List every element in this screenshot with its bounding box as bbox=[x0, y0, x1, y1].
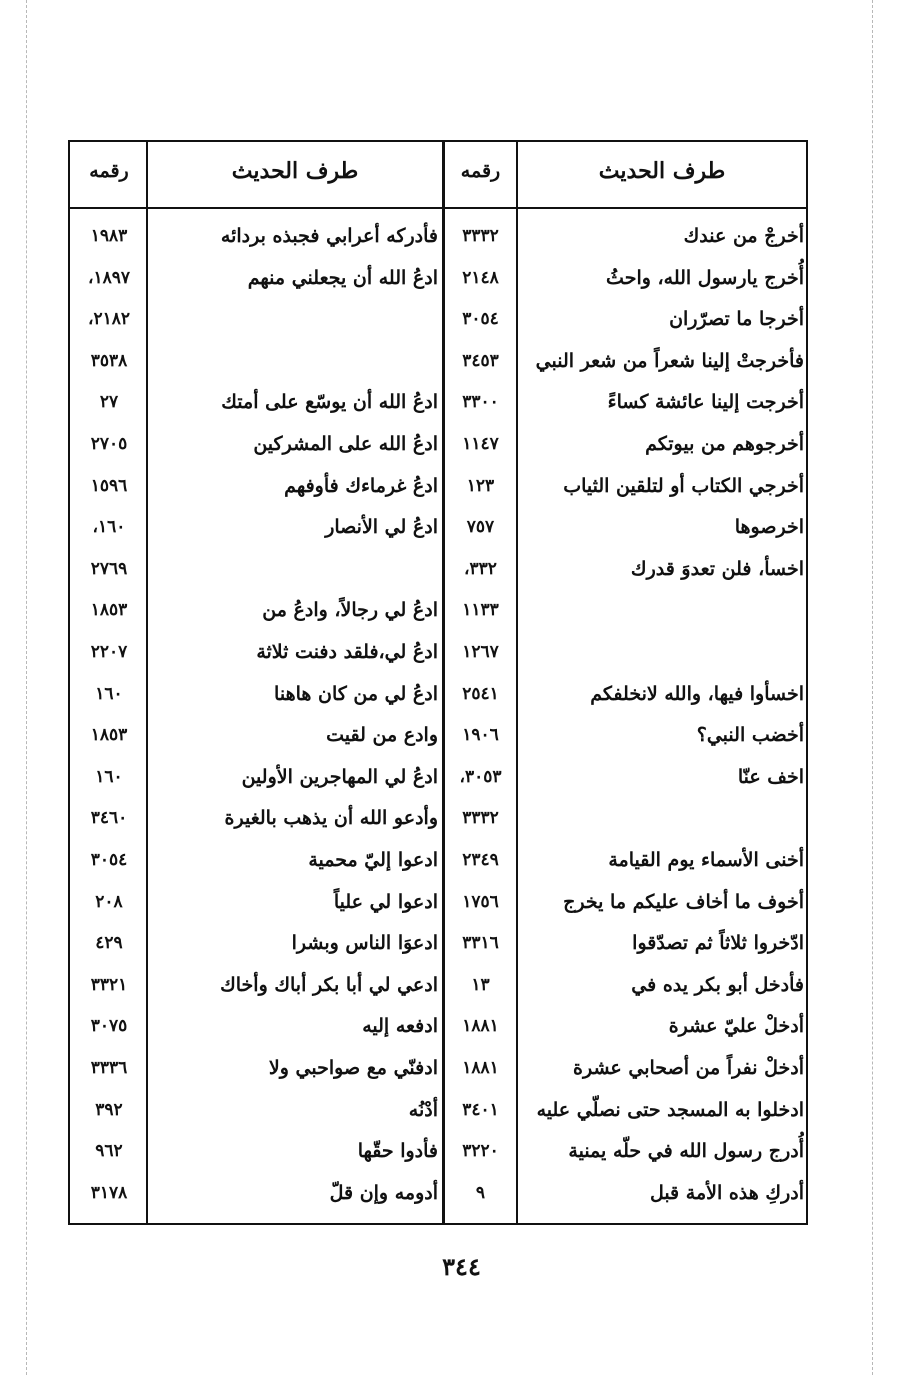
right-num-cell: ١٩٠٦ bbox=[462, 725, 499, 746]
hadith-index-table bbox=[68, 140, 808, 1225]
left-text-cell: ادعُ الله على المشركين bbox=[253, 433, 438, 455]
right-num-cell: ٩ bbox=[475, 1182, 486, 1203]
left-text-cell: ادعي لي أبا بكر أباك وأخاك bbox=[220, 973, 438, 996]
right-num-cell: ١٨٨١ bbox=[462, 1058, 499, 1078]
right-text-cell: أُخرج يارسول الله، واحثُ bbox=[606, 266, 804, 289]
left-num-cell: ١٥٩٦ bbox=[90, 475, 128, 496]
right-num-cell: ١٢٦٧ bbox=[462, 642, 499, 662]
header-right-text: طرف الحديث bbox=[598, 158, 726, 184]
left-num-cell: ،١٦٠ bbox=[92, 517, 126, 538]
left-num-cell: ٣٤٦٠ bbox=[90, 808, 128, 829]
right-num-cell: ٣٣٣٢ bbox=[462, 808, 499, 829]
right-num-cell: ١٣ bbox=[471, 974, 490, 995]
right-text-cell: أدخلْ نفراً من أصحابي عشرة bbox=[573, 1057, 804, 1079]
right-text-cell: أخرجْ من عندك bbox=[683, 225, 804, 247]
right-text-cell bbox=[520, 589, 804, 631]
right-text-cell bbox=[520, 631, 804, 673]
column-divider-right bbox=[516, 142, 518, 1223]
column-divider-left bbox=[146, 142, 148, 1223]
right-text-cell: أخوف ما أخاف عليكم ما يخرج bbox=[563, 890, 804, 913]
left-num-cell: ٣٩٢ bbox=[95, 1099, 123, 1120]
right-text-cell: فأدخل أبو بكر يده في bbox=[631, 973, 804, 996]
left-text-cell: أدومه وإن قلّ bbox=[329, 1181, 438, 1204]
left-text-cell: ادفعه إليه bbox=[362, 1015, 438, 1038]
left-text-cell bbox=[150, 340, 438, 382]
left-num-cell: ٤٢٩ bbox=[95, 933, 123, 954]
header-right-num: رقمه bbox=[460, 160, 501, 182]
left-text-cell: ادعُ الله أن يجعلني منهم bbox=[247, 266, 438, 289]
header-left-num: رقمه bbox=[89, 160, 129, 182]
left-text-cell: أدْنُه bbox=[408, 1098, 438, 1121]
header-divider bbox=[70, 207, 806, 209]
right-num-cell: ٣٢٢٠ bbox=[462, 1141, 499, 1162]
right-num-cell: ٣٣٠٠ bbox=[462, 392, 499, 413]
left-num-cell: ٢٧٠٥ bbox=[90, 434, 128, 454]
right-num-cell: ٣٣١٦ bbox=[462, 933, 499, 954]
right-num-cell: ،٣٠٥٣ bbox=[459, 766, 502, 787]
left-num-cell: ٩٦٢ bbox=[95, 1141, 123, 1162]
left-text-cell: ادعُ لي المهاجرين الأولين bbox=[241, 765, 438, 788]
left-num-cell: ٣٣٣٦ bbox=[90, 1058, 128, 1078]
right-text-cell: أخنى الأسماء يوم القيامة bbox=[608, 849, 804, 871]
right-text-cell: أخرجت إلينا عائشة كساءً bbox=[607, 391, 804, 414]
right-num-cell: ٢١٤٨ bbox=[462, 267, 499, 288]
left-text-cell: فأدوا حقّها bbox=[357, 1140, 438, 1163]
right-text-cell: أخرجوهم من بيوتكم bbox=[645, 433, 804, 455]
right-num-cell: ١١٤٧ bbox=[462, 434, 499, 454]
left-num-cell: ،١٨٩٧ bbox=[87, 267, 131, 288]
right-text-cell: ادّخروا ثلاثاً ثم تصدّقوا bbox=[632, 932, 804, 955]
scan-edge-line-right bbox=[872, 0, 873, 1375]
right-num-cell: ،٣٣٢ bbox=[464, 558, 497, 579]
left-text-cell: وادع من لقيت bbox=[326, 724, 438, 747]
right-num-cell: ٣٤٠١ bbox=[462, 1099, 499, 1120]
right-text-cell: أخضب النبي؟ bbox=[696, 724, 804, 747]
right-num-cell: ١٨٨١ bbox=[462, 1016, 499, 1037]
left-num-cell: ٢٢٠٧ bbox=[90, 642, 128, 662]
left-num-cell: ٢٠٨ bbox=[95, 891, 123, 912]
right-text-cell: أُدرج رسول الله في حلّه يمنية bbox=[568, 1140, 804, 1163]
left-text-cell: ادعُ لي الأنصار bbox=[325, 516, 438, 539]
left-text-cell: ادعوَا الناس وبشرا bbox=[291, 932, 438, 955]
right-num-cell: ٣٣٣٢ bbox=[462, 226, 499, 246]
right-text-cell: أخرجا ما تصرّران bbox=[669, 308, 804, 331]
left-num-cell: ٣١٧٨ bbox=[90, 1182, 128, 1203]
left-num-cell: ١٦٠ bbox=[95, 766, 123, 787]
left-text-cell: ادعُ لي،فلقد دفنت ثلاثة bbox=[256, 641, 438, 663]
left-num-cell: ٣٠٥٤ bbox=[90, 850, 128, 870]
right-num-cell: ٣٤٥٣ bbox=[462, 350, 499, 371]
left-num-cell: ١٩٨٣ bbox=[90, 226, 128, 246]
left-text-cell: ادعُ لي رجالاً، وادعُ من bbox=[262, 599, 438, 622]
right-text-cell: فأخرجتْ إلينا شعراً من شعر النبي bbox=[535, 349, 804, 372]
right-text-cell: اخسأوا فيها، والله لانخلفكم bbox=[590, 682, 804, 705]
left-text-cell: ادعُ لي من كان هاهنا bbox=[274, 682, 438, 705]
right-num-cell: ٢٣٤٩ bbox=[462, 850, 499, 870]
left-num-cell: ١٨٥٣ bbox=[90, 725, 128, 746]
right-text-cell: أدخلْ عليّ عشرة bbox=[668, 1015, 804, 1038]
right-num-cell: ١٧٥٦ bbox=[462, 891, 499, 912]
left-num-cell: ٣٥٣٨ bbox=[90, 350, 128, 371]
left-text-cell: وأدعو الله أن يذهب بالغيرة bbox=[224, 807, 438, 830]
right-num-cell: ٢٥٤١ bbox=[462, 683, 499, 704]
left-num-cell: ٣٠٧٥ bbox=[90, 1016, 128, 1037]
left-text-cell: ادفنّي مع صواحبي ولا bbox=[268, 1057, 438, 1079]
header-left-text: طرف الحديث bbox=[231, 158, 359, 184]
right-text-cell: اخسأ، فلن تعدوَ قدرك bbox=[630, 557, 804, 580]
right-text-cell bbox=[520, 797, 804, 839]
left-num-cell: ،٢١٨٢ bbox=[87, 309, 131, 330]
scan-edge-line-left bbox=[26, 0, 27, 1375]
left-num-cell: ٢٧ bbox=[99, 392, 119, 413]
right-text-cell: اخرصوها bbox=[734, 516, 804, 539]
right-text-cell: أدركِ هذه الأمة قبل bbox=[649, 1181, 804, 1204]
left-text-cell: ادعوا لي علياً bbox=[333, 890, 438, 913]
left-text-cell: ادعُ الله أن يوسّع على أمتك bbox=[221, 391, 438, 414]
right-num-cell: ٧٥٧ bbox=[466, 517, 495, 538]
left-num-cell: ١٨٥٣ bbox=[90, 600, 128, 621]
left-text-cell bbox=[150, 298, 438, 340]
left-num-cell: ٢٧٦٩ bbox=[90, 558, 128, 579]
right-text-cell: أخرجي الكتاب أو لتلقين الثياب bbox=[563, 474, 804, 497]
right-num-cell: ١٢٣ bbox=[466, 475, 495, 496]
left-text-cell: فأدركه أعرابي فجبذه بردائه bbox=[220, 225, 438, 247]
right-text-cell: ادخلوا به المسجد حتى نصلّي عليه bbox=[536, 1098, 804, 1121]
right-num-cell: ١١٣٣ bbox=[462, 600, 499, 621]
left-text-cell bbox=[150, 548, 438, 590]
page-number: ٣٤٤ bbox=[442, 1252, 481, 1281]
left-num-cell: ٣٣٢١ bbox=[90, 974, 128, 995]
right-text-cell: اخف عنّا bbox=[737, 765, 804, 788]
right-num-cell: ٣٠٥٤ bbox=[462, 309, 499, 330]
left-num-cell: ١٦٠ bbox=[95, 683, 123, 704]
left-text-cell: ادعوا إليّ محمية bbox=[308, 849, 438, 871]
left-text-cell: ادعُ غرماءك فأوفهم bbox=[284, 474, 438, 497]
